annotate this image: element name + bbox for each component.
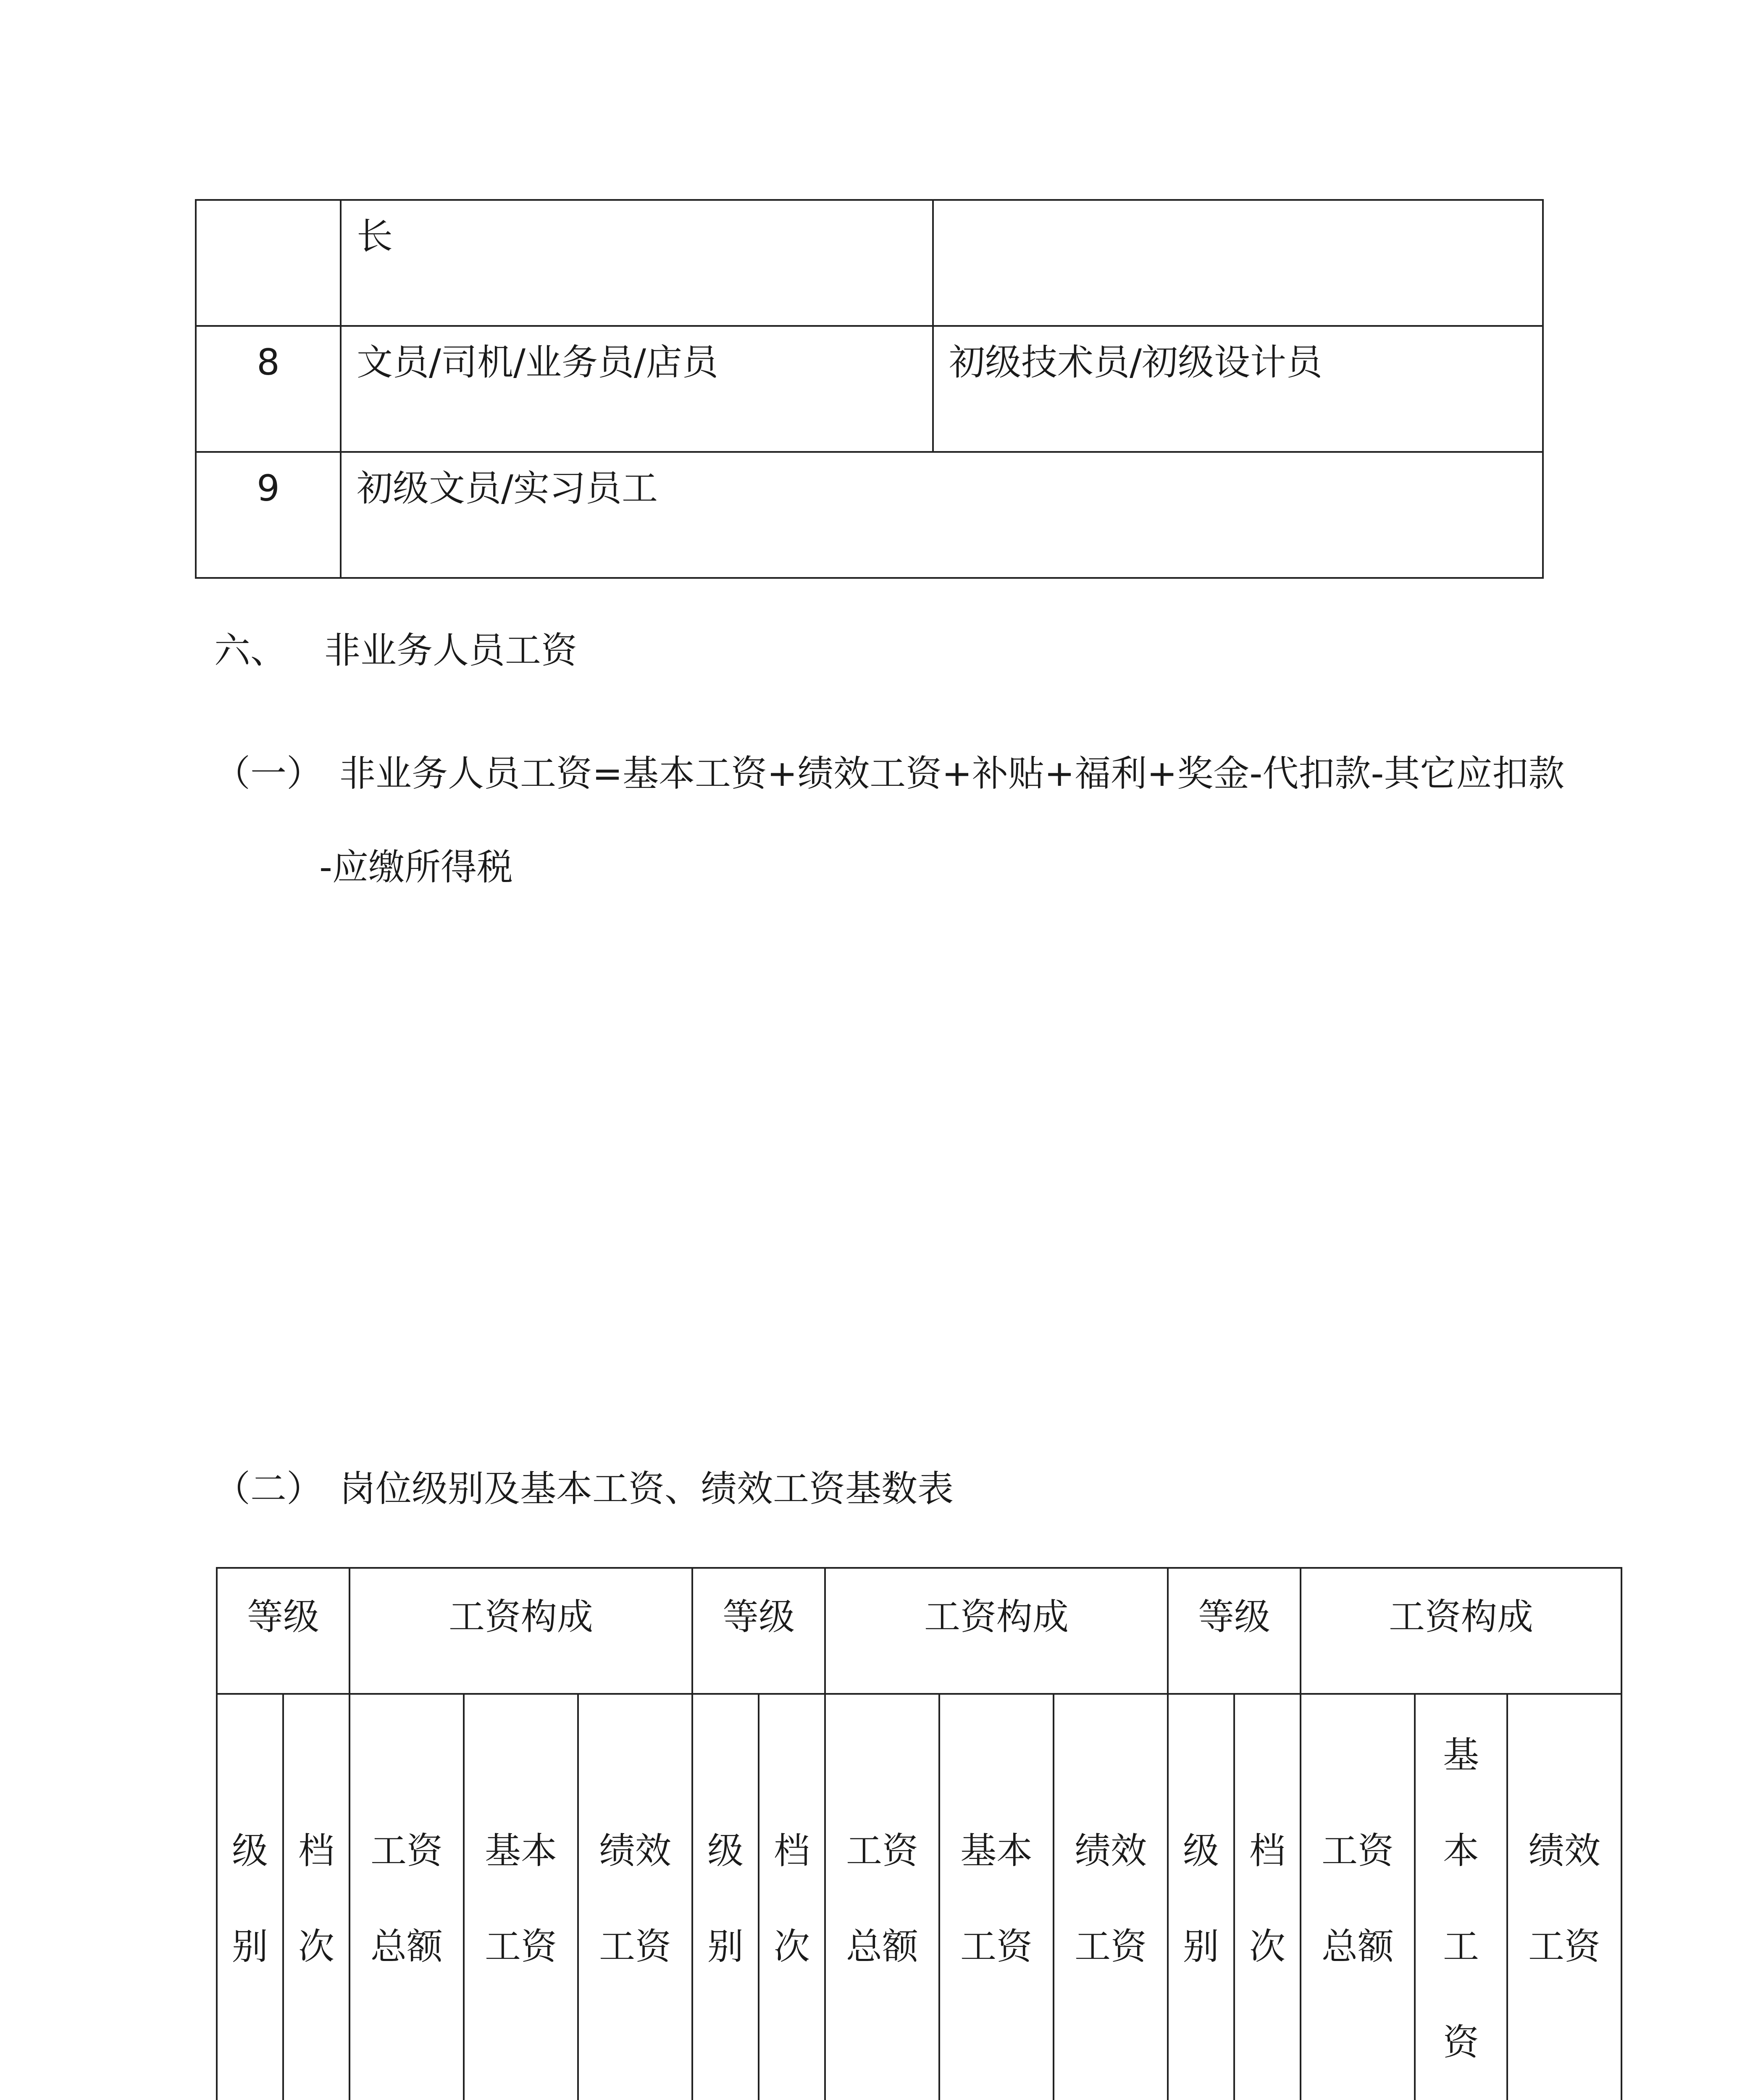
top-table — [195, 199, 1544, 579]
table-row — [196, 452, 1543, 578]
subsection-label: （二） — [214, 1468, 323, 1510]
row-number: 9 — [196, 452, 341, 578]
position-cell: 长 — [341, 200, 933, 326]
subheader-cell — [1234, 1694, 1301, 2100]
subheader-tier: 档 次 — [1249, 1830, 1285, 1968]
subheader-performance: 绩效 工资 — [1528, 1830, 1600, 1968]
subheader-cell — [939, 1694, 1054, 2100]
formula-line-1: 非业务人员工资=基本工资+绩效工资+补贴+福利+奖金-代扣款-其它应扣款 — [339, 753, 1565, 795]
subheader-total: 工资 总额 — [371, 1830, 443, 1968]
salary-table — [216, 1567, 1622, 2100]
table-row — [196, 326, 1543, 452]
subsection-label: （一） — [214, 753, 323, 795]
subheader-cell — [350, 1694, 464, 2100]
subheader-cell — [825, 1694, 939, 2100]
subheader-cell — [1168, 1694, 1234, 2100]
subheader-tier: 档 次 — [774, 1830, 810, 1968]
subheader-level: 级 别 — [232, 1830, 268, 1968]
position-cell — [933, 200, 1543, 326]
header-composition: 工资构成 — [350, 1568, 692, 1694]
subheader-cell — [759, 1694, 825, 2100]
subheader-cell — [217, 1694, 283, 2100]
subheader-cell — [283, 1694, 350, 2100]
header-grade: 等级 — [217, 1568, 350, 1694]
subheader-level: 级 别 — [1183, 1830, 1219, 1968]
subheader-tier: 档 次 — [298, 1830, 334, 1968]
header-composition: 工资构成 — [825, 1568, 1168, 1694]
subheader-base: 基 本 工 资 — [1443, 1734, 1479, 2063]
formula-paragraph — [214, 751, 1564, 797]
subheader-performance: 绩效 工资 — [599, 1830, 671, 1968]
position-cell: 文员/司机/业务员/店员 — [341, 326, 933, 452]
subheader-cell — [1301, 1694, 1415, 2100]
position-cell: 初级文员/实习员工 — [341, 452, 1543, 578]
subheader-total: 工资 总额 — [846, 1830, 918, 1968]
subheader-cell — [464, 1694, 578, 2100]
table-header-row — [217, 1568, 1621, 1694]
subheader-base: 基本 工资 — [960, 1830, 1033, 1968]
subheader-cell — [578, 1694, 692, 2100]
subheader-cell — [1507, 1694, 1621, 2100]
section-title: 非业务人员工资 — [324, 630, 577, 672]
header-grade: 等级 — [692, 1568, 825, 1694]
table-caption — [214, 1466, 954, 1512]
section-number: 六、 — [214, 630, 286, 672]
subheader-cell — [692, 1694, 759, 2100]
table-row — [196, 200, 1543, 326]
subheader-total: 工资 总额 — [1322, 1830, 1394, 1968]
subheader-performance: 绩效 工资 — [1075, 1830, 1147, 1968]
table-caption-title: 岗位级别及基本工资、绩效工资基数表 — [339, 1468, 954, 1510]
table-subheader-row — [217, 1694, 1621, 2100]
subheader-level: 级 别 — [707, 1830, 744, 1968]
header-grade: 等级 — [1168, 1568, 1301, 1694]
header-composition: 工资构成 — [1301, 1568, 1621, 1694]
subheader-cell — [1054, 1694, 1168, 2100]
subheader-cell — [1415, 1694, 1507, 2100]
formula-line-2: -应缴所得税 — [319, 846, 513, 888]
position-cell: 初级技术员/初级设计员 — [933, 326, 1543, 452]
subheader-base: 基本 工资 — [485, 1830, 557, 1968]
row-number — [196, 200, 341, 326]
row-number: 8 — [196, 326, 341, 452]
section-heading — [214, 627, 577, 674]
